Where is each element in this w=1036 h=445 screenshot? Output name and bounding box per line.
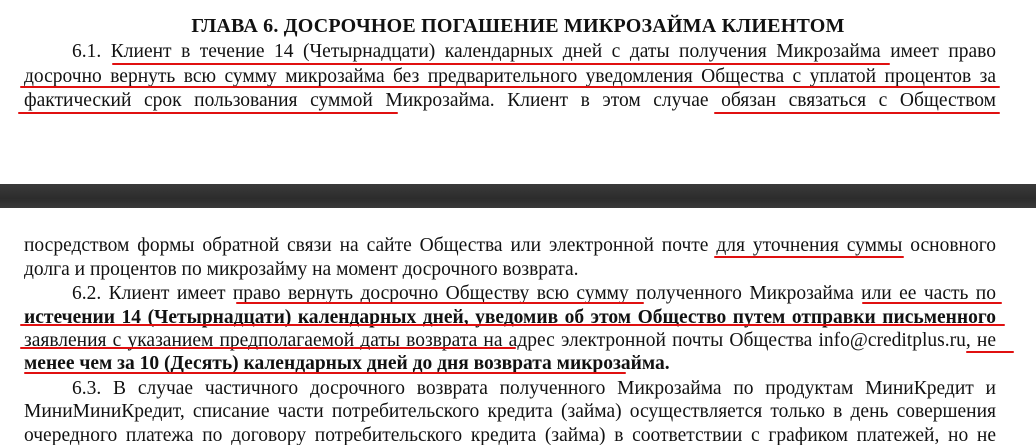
paragraph-line: менее чем за 10 (Десять) календарных дней до дня возврата микрозайма. — [24, 353, 670, 374]
page-break-gap — [0, 184, 1036, 208]
red-underline-mark — [236, 302, 644, 304]
document-page-top — [0, 0, 1036, 184]
red-underline-mark — [20, 347, 516, 349]
paragraph-line: 6.2. Клиент имеет право вернуть досрочно Обществу всю сумму полученного Микрозайма или ее часть по — [72, 283, 996, 304]
chapter-heading: ГЛАВА 6. ДОСРОЧНОЕ ПОГАШЕНИЕ МИКРОЗАЙМА КЛИЕНТОМ — [191, 15, 845, 37]
paragraph-line: 6.1. Клиент в течение 14 (Четырнадцати) календарных дней с даты получения Микрозайма имеет право — [72, 41, 996, 62]
paragraph-line: досрочно вернуть всю сумму микрозайма без предварительного уведомления Общества с уплатой процентов за — [24, 66, 996, 87]
red-underline-mark — [20, 324, 1005, 326]
paragraph-line: посредством формы обратной связи на сайте Общества или электронной почте для уточнения суммы основного — [24, 235, 996, 256]
paragraph-line: 6.3. В случае частичного досрочного возврата полученного Микрозайма по продуктам МиниКредит и — [72, 378, 996, 399]
paragraph-line: очередного платежа по договору потребительского кредита (займа) в соответствии с графиком платежей, но не — [24, 425, 996, 445]
document-page-bottom — [0, 208, 1036, 445]
red-underline-mark — [714, 256, 904, 258]
paragraph-line: МиниМиниКредит, списание части потребительского кредита (займа) осуществляется только в день совершения — [24, 401, 996, 422]
paragraph-line: истечении 14 (Четырнадцати) календарных дней, уведомив об этом Общество путем отправки письменного — [24, 307, 996, 328]
red-underline-mark — [24, 372, 626, 374]
red-underline-mark — [20, 86, 1000, 88]
paragraph-line: фактический срок пользования суммой Микрозайма. Клиент в этом случае обязан связаться с Обществом — [24, 90, 996, 111]
paragraph-line: долга и процентов по микрозайму на момент досрочного возврата. — [24, 259, 579, 280]
paragraph-line: заявления с указанием предполагаемой даты возврата на адрес электронной почты Общества info@creditplus.ru, не — [24, 330, 996, 351]
red-underline-mark — [966, 351, 1014, 353]
red-underline-mark — [714, 112, 1000, 114]
red-underline-mark — [112, 63, 890, 65]
red-underline-mark — [18, 112, 398, 114]
red-underline-mark — [862, 302, 1002, 304]
